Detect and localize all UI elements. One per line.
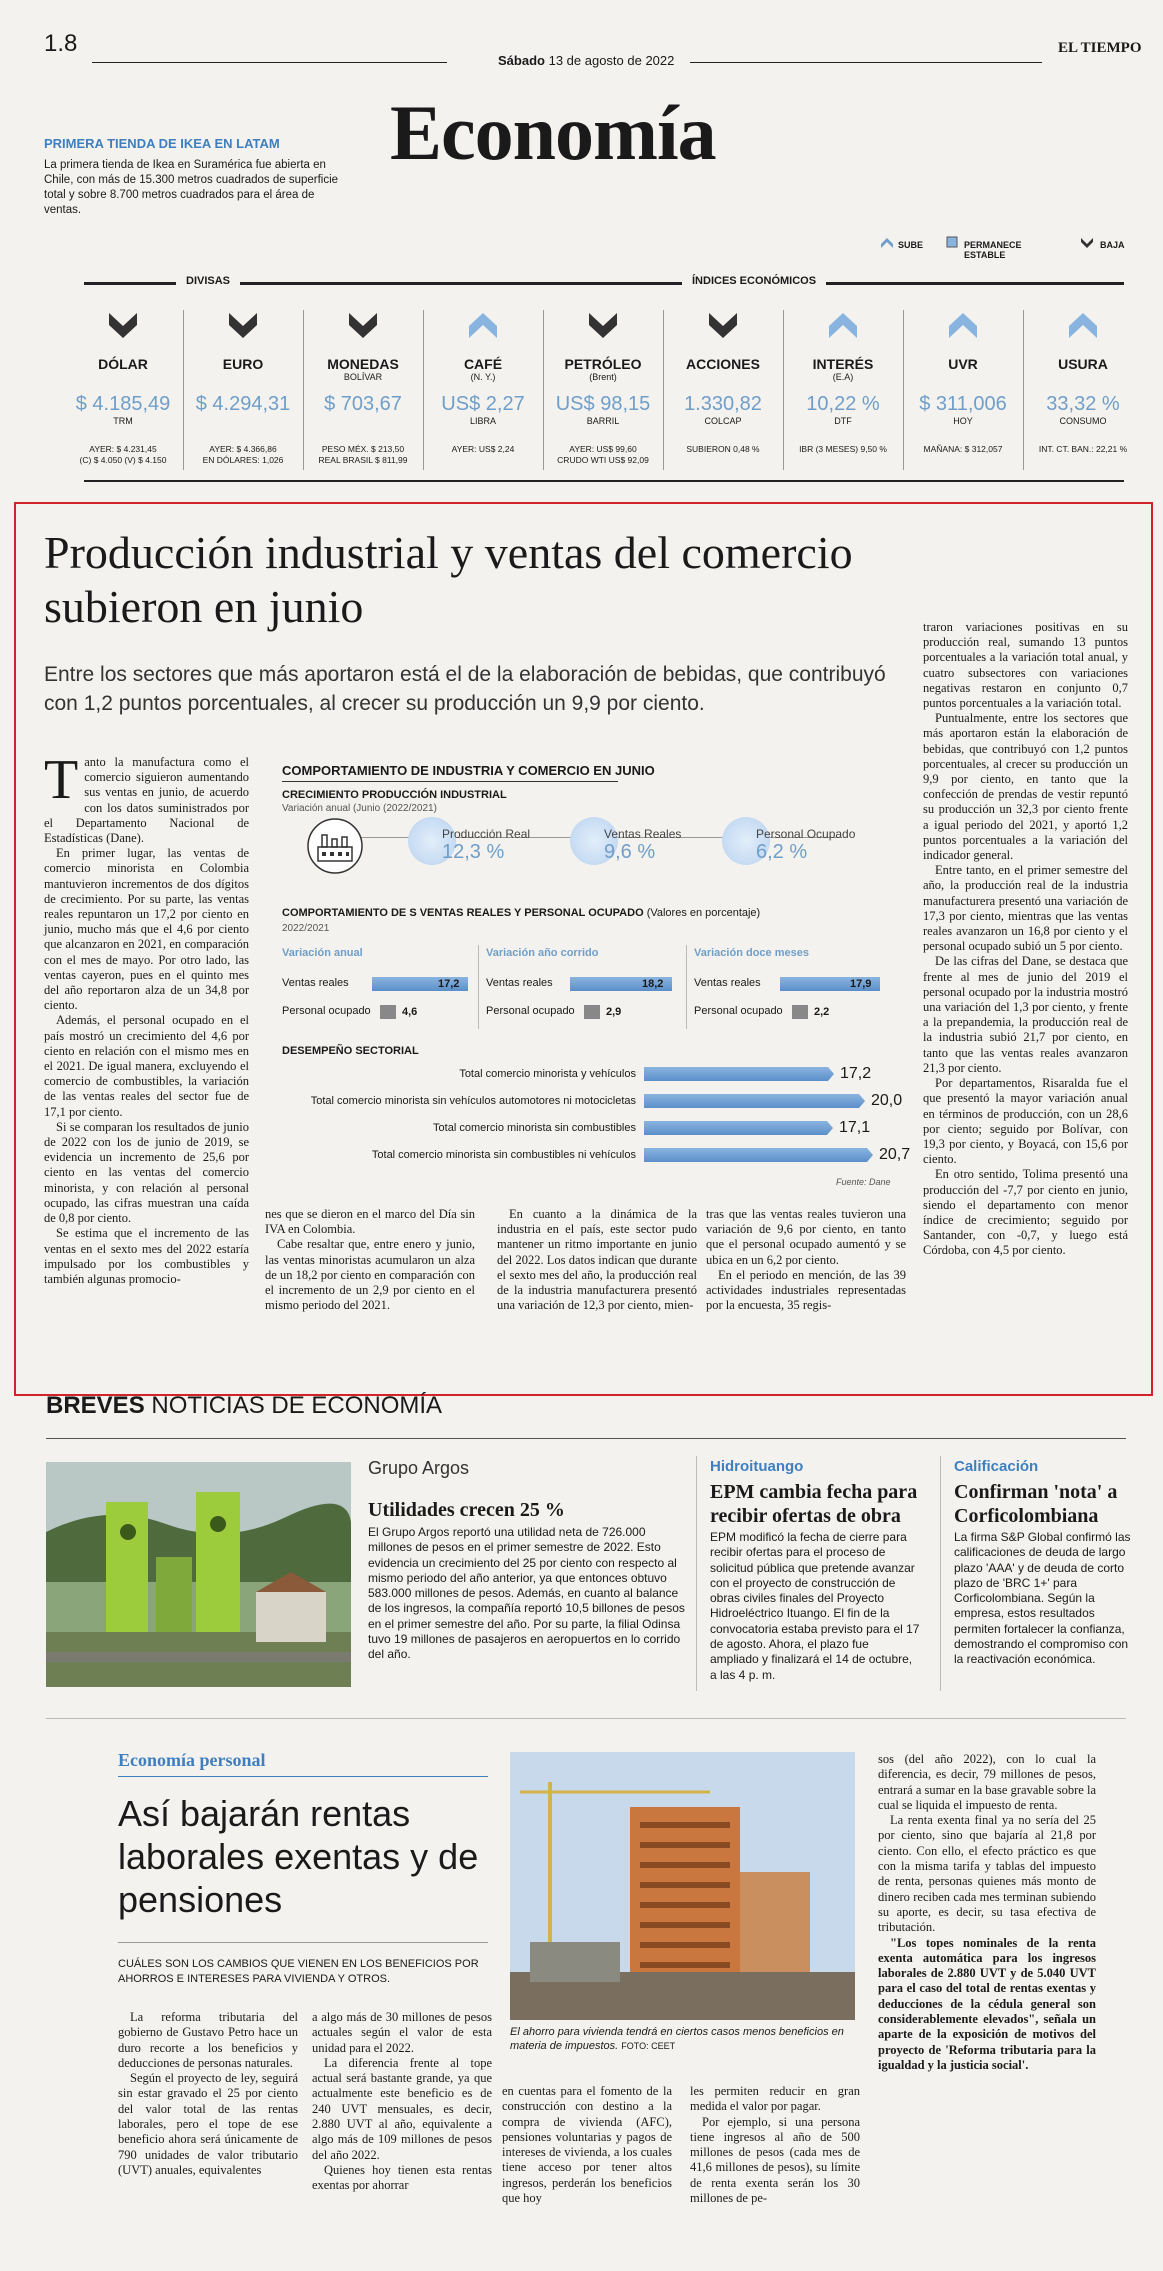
sales-personal-value: 4,6 — [402, 1006, 418, 1018]
stable-square-icon — [946, 236, 958, 248]
sector-label: Total comercio minorista sin combustibles ni vehículos — [371, 1149, 636, 1161]
header-rule-left — [92, 62, 447, 63]
indicator-footer — [424, 444, 542, 455]
indicator-unit: LIBRA — [469, 416, 496, 426]
article-column-2: nes que se dieron en el marco del Día sin IVA en Colombia. Cabe resaltar que, entre enero y junio, las ventas minoristas acumularon un alza de un 18,2 por ciento en comparación con el incremento de un 2,9 por ciento en el mismo periodo del 2021. — [265, 1207, 475, 1313]
down-arrow-icon — [708, 310, 738, 342]
indicator-usura — [1024, 302, 1142, 474]
personal-column-5: sos (del año 2022), con lo cual la diferencia, es decir, 79 millones de pesos, entrará a sumar en la base gravable sobre la cual se liquida el impuesto de renta. La renta exenta final ya no sería del 25 por ciento, sino que bajaría al 21,8 por ciento. Con ello, el efecto práctico es que con la misma tarifa y tablas del impuesto de renta, personas quienes más monto de dinero reciben cada mes terminan subiendo su aporte, es decir, su tasa efectiva de tributación. "Los topes nominales de la renta exenta automática para los ingresos laborales de 2.880 UVT y de 5.040 UVT para el caso del total de rentas exentas y deducciones de la cédula general son considerablemente elevados", señala un aparte de la exposición de motivos del proyecto de 'Reforma tributaria para la igualdad y la justicia social'. — [878, 1752, 1096, 2072]
indicator-unit: BARRIL — [586, 416, 620, 426]
sales-group-heading: Variación año corrido — [486, 947, 599, 959]
sales-title-note: (Valores en porcentaje) — [646, 907, 761, 919]
breves-separator — [940, 1456, 941, 1691]
sector-value: 17,1 — [839, 1119, 871, 1136]
up-arrow-icon — [1068, 310, 1098, 342]
personal-tag-rule — [118, 1776, 488, 1777]
sector-label: Total comercio minorista sin combustibles — [433, 1122, 636, 1134]
indicator-footer-1: MAÑANA: $ 312,057 — [923, 444, 1003, 454]
sector-value: 20,0 — [871, 1092, 903, 1109]
personal-deck: CUÁLES SON LOS CAMBIOS QUE VIENEN EN LOS BENEFICIOS POR AHORROS E INTERESES PARA VIVIENDA Y OTROS. — [118, 1958, 479, 1985]
indicator-unit: TRM — [113, 416, 133, 426]
indicator-unit: COLCAP — [704, 416, 742, 426]
infographic-source: Fuente: Dane — [836, 1177, 891, 1187]
indicator-footer — [544, 444, 662, 466]
sector-value: 17,2 — [840, 1065, 872, 1082]
article-headline: Producción industrial y ventas del comercio subieron en junio — [44, 527, 853, 632]
infographic — [280, 755, 911, 1195]
indicator-sub — [664, 372, 782, 383]
indicator-acciones — [664, 302, 782, 474]
indicator-café — [424, 302, 542, 474]
sector-bar — [644, 1067, 834, 1081]
indicator-footer-2: REAL BRASIL $ 811,99 — [318, 455, 408, 465]
sector-label: Total comercio minorista y vehículos — [459, 1068, 636, 1080]
newspaper-name: EL TIEMPO — [1058, 40, 1142, 56]
indicator-footer-1: AYER: US$ 2,24 — [451, 444, 515, 454]
sector-bar — [644, 1094, 865, 1108]
breve-text: EPM modificó la fecha de cierre para recibir ofertas para el proceso de solicitud pública que pretende avanzar con el proyecto de construcción de obras civiles finales del Proyecto Hidroeléctrico Ituango. El fin de la convocatoria estaba previsto para el 17 de agosto. Ahora, el plazo fue ampliado y finalizará el 14 de octubre, a las 4 p. m. — [710, 1530, 920, 1682]
photo-credit: FOTO: CEET — [621, 2041, 676, 2051]
growth-circle-value: 6,2 % — [756, 841, 808, 863]
sector-title: DESEMPEÑO SECTORIAL — [282, 1045, 419, 1057]
indicator-footer-2: CRUDO WTI US$ 92,09 — [557, 455, 649, 465]
article-column-3: En cuanto a la dinámica de la industria en el país, este sector pudo mantener un ritmo importante en junio del 2022. Los datos indican que durante el sexto mes del año, la producción real de la industria manufacturera presentó una variación de 12,3 por ciento, mien- — [497, 1207, 697, 1313]
personal-headline-rule — [118, 1942, 488, 1943]
indicator-name: INTERÉS — [812, 356, 874, 372]
indicator-name: USURA — [1058, 356, 1108, 372]
sector-bar — [644, 1121, 833, 1135]
personal-column-3: en cuentas para el fomento de la construcción con destino a la compra de vivienda (AFC), pensiones voluntarias y pagos de intereses de vivienda, a los cuales tiene acceso por tener altos ingresos, perderán los beneficios que hoy — [502, 2084, 672, 2206]
sector-label: Total comercio minorista sin vehículos automotores ni motocicletas — [310, 1095, 636, 1107]
personal-column-4: les permiten reducir en gran medida el valor por pagar. Por ejemplo, si una persona tiene ingresos al año de 500 millones de pesos (cada mes de 41,6 millones de pesos), su límite de renta exenta serán los 30 millones de pe- — [690, 2084, 860, 2206]
personal-column-1: La reforma tributaria del gobierno de Gustavo Petro hace un duro recorte a los beneficios y deducciones de personas naturales. Según el proyecto de ley, seguirá sin estar gravado el 25 por ciento del valor total de las rentas laborales, pero el tope de ese beneficio ahora será únicamente de 790 unidades de valor tributario (UVT) anuales, equivalentes — [118, 2010, 298, 2177]
down-arrow-icon — [588, 310, 618, 342]
breves-separator — [696, 1456, 697, 1691]
indicators-bottom-rule — [84, 480, 1124, 482]
indicator-sub — [1024, 372, 1142, 383]
indicator-dólar — [64, 302, 182, 474]
growth-subtitle: Variación anual (Junio (2022/2021) — [282, 803, 437, 814]
breve-title: Confirman 'nota' a Corficolombiana — [954, 1481, 1118, 1527]
indicator-sub: BOLÍVAR — [343, 372, 383, 382]
page-number: 1.8 — [44, 30, 78, 57]
indicator-unit: CONSUMO — [1059, 416, 1107, 426]
header-rule-right — [690, 62, 1042, 63]
sales-title: COMPORTAMIENTO DE S VENTAS REALES Y PERSONAL OCUPADO — [282, 907, 644, 919]
building-photo — [510, 1752, 855, 2020]
indices-label: ÍNDICES ECONÓMICOS — [682, 275, 826, 287]
sales-group-heading: Variación doce meses — [694, 947, 809, 959]
indicator-footer — [304, 444, 422, 466]
indicator-sub: (E.A) — [832, 372, 854, 382]
factory-icon — [306, 817, 364, 875]
sales-personal-bar — [584, 1005, 600, 1019]
indicator-footer — [664, 444, 782, 455]
breves-rule — [46, 1438, 1126, 1439]
indicator-footer-1: AYER: US$ 99,60 — [569, 444, 637, 454]
indicator-name: DÓLAR — [98, 356, 148, 372]
growth-circle-label: Ventas Reales — [604, 827, 682, 841]
sales-personal-label: Personal ocupado — [486, 1005, 575, 1017]
indicator-value: $ 4.294,31 — [195, 393, 291, 415]
indicator-sub: (N. Y.) — [470, 372, 496, 382]
photo-caption: El ahorro para vivienda tendrá en ciertos casos menos beneficios en materia de impuestos. FOTO: CEET — [510, 2026, 844, 2052]
indicator-footer — [904, 444, 1022, 455]
legend-stable: PERMANECE ESTABLE — [964, 240, 1022, 260]
indicator-name: CAFÉ — [463, 356, 503, 372]
down-arrow-icon — [1080, 236, 1094, 250]
sales-ventas-value: 18,2 — [642, 978, 664, 990]
article-column-4: tras que las ventas reales tuvieron una variación de 9,6 por ciento, en tanto que el personal ocupado aumentó y se ubica en un 6,2 por ciento. En el periodo en mención, de las 39 actividades industriales representadas por la encuesta, 35 regis- — [706, 1207, 906, 1313]
indicator-sub — [184, 372, 302, 383]
indicator-name: UVR — [948, 356, 978, 372]
indicator-footer-2: (C) $ 4.050 (V) $ 4.150 — [79, 455, 167, 465]
personal-tag: Economía personal — [118, 1750, 266, 1770]
indicator-sub — [904, 372, 1022, 383]
personal-headline: Así bajarán rentas laborales exentas y de pensiones — [118, 1793, 479, 1920]
article-column-5: traron variaciones positivas en su producción real, sumando 13 puntos porcentuales a la variación total anual, y cuatro subsectores con variaciones negativas restaron en conjunto 0,7 puntos porcentuales a la variación total. Puntualmente, entre los sectores que más aportaron están la elaboración de bebidas, que contribuyó con 1,2 puntos porcentuales, al crecer su producción un 9,9 por ciento, en tanto que la confección de prendas de vestir repuntó su producción un 32,3 por ciento frente a igual periodo del 2021, y aportó 1,2 puntos porcentuales a la variación del indicador general. Entre tanto, en el primer semestre del año, la producción real de la industria manufacturera presentó una variación de 17,3 por ciento, mientras que las ventas reales avanzaron un 16,8 por ciento y el personal ocupado subió un 5 por ciento. De las cifras del Dane, se destaca que frente al mes de junio del 2019 el personal ocupado por la industria mostró una variación del 1,3 por ciento, y frente a la prepandemia, la producción real de la industria subió 21,7 por ciento, en tanto que las ventas reales avanzaron 21,3 por ciento. Por departamentos, Risaralda fue el que presentó la mayor variación anual en términos de producción, con un 28,6 por ciento; seguido por Bolívar, con 19,3 por ciento, y Boyacá, con 15,6 por ciento. En otro sentido, Tolima presentó una producción del -7,7 por ciento en junio, siendo el departamento con menor índice de crecimiento; seguido por Santander, con -0,7, y luego está Córdoba, con 4,5 por ciento. — [923, 620, 1128, 1258]
sales-ventas-label: Ventas reales — [694, 977, 761, 989]
breve-kicker: Hidroituango — [710, 1458, 804, 1475]
indicator-footer-1: AYER: $ 4.366,86 — [209, 444, 277, 454]
down-arrow-icon — [108, 310, 138, 342]
sales-ventas-value: 17,9 — [850, 978, 872, 990]
indicator-value: $ 4.185,49 — [75, 393, 171, 415]
indicator-name: EURO — [222, 356, 264, 372]
sales-group-separator — [478, 945, 479, 1029]
drop-cap: T — [44, 749, 79, 811]
indicator-euro — [184, 302, 302, 474]
indicator-footer-1: AYER: $ 4.231,45 — [89, 444, 157, 454]
up-arrow-icon — [468, 310, 498, 342]
sales-subtitle: 2022/2021 — [282, 923, 330, 934]
divisas-label: DIVISAS — [176, 275, 240, 287]
sales-group-separator — [686, 945, 687, 1029]
indicator-footer-1: SUBIERON 0,48 % — [686, 444, 760, 454]
indicator-unit: HOY — [953, 416, 973, 426]
argos-photo — [46, 1462, 351, 1687]
sector-value: 20,7 — [879, 1146, 911, 1163]
indicator-footer-1: INT. CT. BAN.: 22,21 % — [1038, 444, 1128, 454]
indicator-footer — [184, 444, 302, 466]
indicator-value: US$ 2,27 — [441, 393, 525, 415]
ikea-heading: PRIMERA TIENDA DE IKEA EN LATAM — [44, 136, 280, 151]
ikea-text: La primera tienda de Ikea en Suramérica fue abierta en Chile, con más de 15.300 metros cuadrados de superficie total y sobre 8.700 metros cuadrados para el área de ventas. — [44, 159, 339, 216]
sales-title-line — [282, 907, 760, 919]
issue-date: Sábado 13 de agosto de 2022 — [498, 53, 675, 68]
indicator-footer — [64, 444, 182, 466]
article-column-1: Tanto la manufactura como el comercio siguieron aumentando sus ventas en junio, de acuerdo con los datos suministrados por el Departamento Nacional de Estadísticas (Dane). En primer lugar, las ventas de comercio minorista en Colombia mantuvieron incrementos de dos dígitos de crecimiento. Por su parte, las ventas reales repuntaron un 17,2 por ciento en junio, mucho más que el 4,6 por ciento que alcanzaron en 2021, en comparación con el mes de mayo. Por otro lado, las ventas cayeron, pues en el quinto mes del año reportaron alza de un 34,8 por ciento. Además, el personal ocupado en el país mostró un crecimiento del 4,6 por ciento en relación con el mismo mes en el 2021. De igual manera, excluyendo el comercio de combustibles, la variación de las ventas reales del sector fue de 17,1 por ciento. Si se comparan los resultados de junio de 2022 con los de junio de 2019, se evidencia un incremento de 25,6 por ciento en las ventas del comercio minorista, y con relación al personal ocupado, las cifras muestran una caída de 0,8 por ciento. Se estima que el incremento de las ventas en el sexto mes del 2022 estaría impulsado por los combustibles y también algunas promocio- — [44, 749, 249, 1286]
indicator-footer-2: EN DÓLARES: 1,026 — [202, 455, 284, 465]
sales-ventas-label: Ventas reales — [486, 977, 553, 989]
indicator-value: 33,32 % — [1046, 393, 1120, 415]
sales-personal-bar — [792, 1005, 808, 1019]
growth-circle-value: 9,6 % — [604, 841, 656, 863]
indicator-uvr — [904, 302, 1022, 474]
sales-personal-value: 2,2 — [814, 1006, 830, 1018]
indicator-petróleo — [544, 302, 662, 474]
indicator-monedas — [304, 302, 422, 474]
indicator-value: $ 311,006 — [919, 393, 1007, 415]
indicator-value: 1.330,82 — [684, 393, 762, 415]
sector-bar — [644, 1148, 873, 1162]
indicator-name: PETRÓLEO — [564, 356, 642, 372]
infographic-title: COMPORTAMIENTO DE INDUSTRIA Y COMERCIO EN JUNIO — [282, 763, 655, 778]
personal-column-2: a algo más de 30 millones de pesos actuales según el valor de esta unidad para el 2022. La diferencia frente al tope actual será bastante grande, ya que actualmente este beneficio es de 240 UVT mensuales, es decir, 2.880 UVT al año, equivalente a algo más de 109 millones de pesos del año 2022. Quienes hoy tienen esta rentas exentas por ahorrar — [312, 2010, 492, 2193]
indicator-footer-1: PESO MÉX. $ 213,50 — [321, 444, 405, 454]
indicator-footer-1: IBR (3 MESES) 9,50 % — [799, 444, 887, 454]
sales-personal-label: Personal ocupado — [694, 1005, 783, 1017]
up-arrow-icon — [828, 310, 858, 342]
growth-title: CRECIMIENTO PRODUCCIÓN INDUSTRIAL — [282, 789, 507, 801]
indicator-footer — [1024, 444, 1142, 455]
indicator-interés — [784, 302, 902, 474]
breve-title: Utilidades crecen 25 % — [368, 1499, 565, 1521]
section-title: Economía — [390, 89, 716, 176]
growth-circle-label: Producción Real — [442, 827, 531, 841]
breve-title: EPM cambia fecha para recibir ofertas de obra — [710, 1481, 918, 1527]
breve-text: La firma S&P Global confirmó las calificaciones de deuda de largo plazo 'AAA' y de deuda de corto plazo de 'BRC 1+' para Corficolombiana. Según la empresa, estos resultados permiten fortalecer la confianza, demostrando el compromiso con la reactivación económica. — [954, 1530, 1131, 1667]
growth-circle-label: Personal Ocupado — [756, 827, 856, 841]
sales-group-heading: Variación anual — [282, 947, 363, 959]
indicator-footer — [784, 444, 902, 455]
indicator-value: $ 703,67 — [324, 393, 402, 415]
sales-personal-value: 2,9 — [606, 1006, 622, 1018]
down-arrow-icon — [228, 310, 258, 342]
sales-personal-label: Personal ocupado — [282, 1005, 371, 1017]
indicator-sub: (Brent) — [589, 372, 617, 382]
up-arrow-icon — [880, 236, 894, 250]
growth-circle-value: 12,3 % — [442, 841, 505, 863]
infographic-title-rule — [282, 781, 618, 782]
sales-personal-bar — [380, 1005, 396, 1019]
indicator-value: 10,22 % — [806, 393, 880, 415]
breves-header: BREVES NOTICIAS DE ECONOMÍA — [46, 1392, 443, 1419]
breve-text: El Grupo Argos reportó una utilidad neta de 726.000 millones de pesos en el primer semestre de 2022. Esto evidencia un crecimiento del 25 por ciento con respecto al mismo periodo del año anterior, ya que entonces obtuvo 583.000 millones de pesos. Además, en cuanto al balance de los ingresos, la compañía reportó 10,5 billones de pesos en el primer semestre del año. Por su parte, la filial Odinsa tuvo 19 millones de pasajeros en aeropuertos en lo corrido del año. — [368, 1525, 685, 1662]
legend-down: BAJA — [1100, 240, 1125, 250]
legend-up: SUBE — [898, 240, 924, 250]
up-arrow-icon — [948, 310, 978, 342]
sales-ventas-label: Ventas reales — [282, 977, 349, 989]
indicator-sub — [64, 372, 182, 383]
sales-ventas-value: 17,2 — [438, 978, 460, 990]
indicator-value: US$ 98,15 — [555, 393, 651, 415]
indicator-name: MONEDAS — [327, 356, 399, 372]
breve-kicker: Calificación — [954, 1458, 1039, 1475]
indicator-name: ACCIONES — [686, 356, 760, 372]
section-divider — [46, 1718, 1126, 1719]
down-arrow-icon — [348, 310, 378, 342]
article-deck: Entre los sectores que más aportaron está el de la elaboración de bebidas, que contribuyó con 1,2 puntos porcentuales, al crecer su producción un 9,9 por ciento. — [44, 663, 886, 715]
breve-kicker: Grupo Argos — [368, 1458, 470, 1478]
indicator-unit: DTF — [834, 416, 852, 426]
